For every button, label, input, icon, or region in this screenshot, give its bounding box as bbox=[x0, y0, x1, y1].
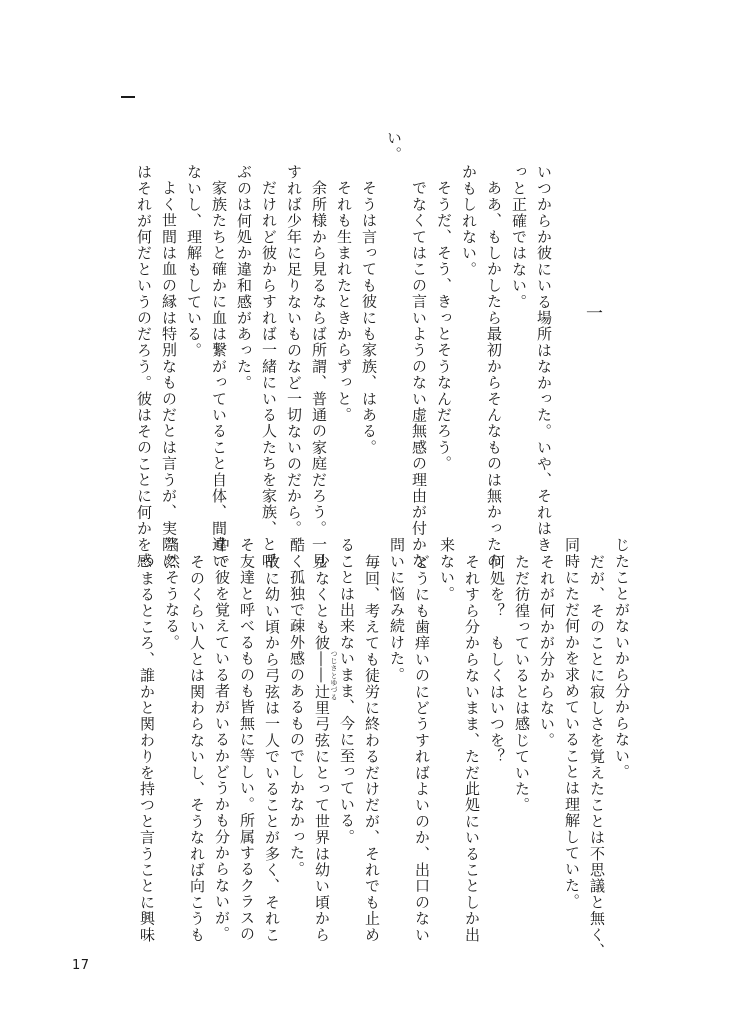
text-column: それも生まれたときからずっと。 bbox=[335, 180, 353, 423]
text-column: それすら分からないまま、ただ此処にいることしか出 bbox=[463, 554, 481, 943]
text-column: 故に幼い頃から弓弦は一人でいることが多く、それこ bbox=[263, 554, 281, 943]
text-column: そうは言っても彼にも家族、はある。 bbox=[360, 180, 378, 456]
text-column: い。 bbox=[385, 130, 403, 163]
text-column: そ友達と呼べるものも皆無に等しい。所属するクラスの bbox=[238, 537, 256, 942]
text-column: 少なくとも彼――辻里弓弦にとって世界は幼い頃から bbox=[313, 554, 331, 943]
text-column: 酷く孤独で疎外感のあるものでしかなかった。 bbox=[288, 537, 306, 878]
text-column: 家族たちと確かに血は繋がっていること自体、間違い bbox=[210, 180, 228, 569]
text-column: 中で彼を覚えている者がいるかどうかも分からないが。 bbox=[213, 537, 231, 942]
text-column: 毎回、考えても徒労に終わるだけだが、それでも止め bbox=[363, 554, 381, 943]
text-column: どうにも歯痒いのにどうすればよいのか、出口のない bbox=[413, 554, 431, 943]
page-number: 17 bbox=[72, 958, 90, 973]
text-column: ただ彷徨っているとは感じていた。 bbox=[513, 554, 531, 814]
text-column: いつからか彼にいる場所はなかった。いや、それはき bbox=[535, 164, 553, 553]
text-column: ああ、もしかしたら最初からそんなものは無かったの bbox=[485, 180, 503, 569]
text-column: 何処を？ もしくはいつを？ bbox=[488, 554, 506, 765]
text-column: ないし、理解もしている。 bbox=[185, 164, 203, 359]
text-column: ぶのは何処か違和感があった。 bbox=[235, 164, 253, 391]
text-column: だが、そのことに寂しさを覚えたことは不思議と無く、 bbox=[588, 554, 606, 959]
chapter-number: 一 bbox=[582, 304, 602, 321]
text-column: かもしれない。 bbox=[460, 164, 478, 278]
text-column: そのくらい人とは関わらないし、そうなれば向こうも bbox=[188, 554, 206, 943]
text-column: 問いに悩み続けた。 bbox=[388, 537, 406, 683]
furigana-ruby: つじさとゆづる bbox=[330, 650, 338, 701]
text-column: よく世間は血の縁は特別なものだとは言うが、実際に bbox=[160, 180, 178, 569]
text-column: じたことがないから分からない。 bbox=[613, 537, 631, 780]
text-column: つまるところ、誰かと関わりを持つと言うことに興味 bbox=[138, 554, 156, 943]
text-column: でなくてはこの言いようのない虚無感の理由が付かな bbox=[410, 180, 428, 569]
text-column: そうだ、そう、きっとそうなんだろう。 bbox=[435, 180, 453, 472]
text-column: ることは出来ないまま、今に至っている。 bbox=[338, 537, 356, 845]
text-column: 当然そうなる。 bbox=[163, 537, 181, 651]
text-column: 余所様から見るならば所謂、普通の家庭だろう。一見 bbox=[310, 180, 328, 569]
text-column: 来ない。 bbox=[438, 537, 456, 602]
text-column: 同時にただ何かを求めていることは理解していた。 bbox=[563, 537, 581, 910]
text-column: だけれど彼からすれば一緒にいる人たちを家族、と呼 bbox=[260, 180, 278, 569]
section-mark bbox=[121, 96, 135, 98]
text-column: はそれが何だというのだろう。彼はそのことに何かを感 bbox=[135, 164, 153, 569]
text-column: それが何かが分からない。 bbox=[538, 554, 556, 749]
text-column: すれば少年に足りないものなど一切ないのだから。 bbox=[285, 164, 303, 537]
text-column: っと正確ではない。 bbox=[510, 164, 528, 310]
